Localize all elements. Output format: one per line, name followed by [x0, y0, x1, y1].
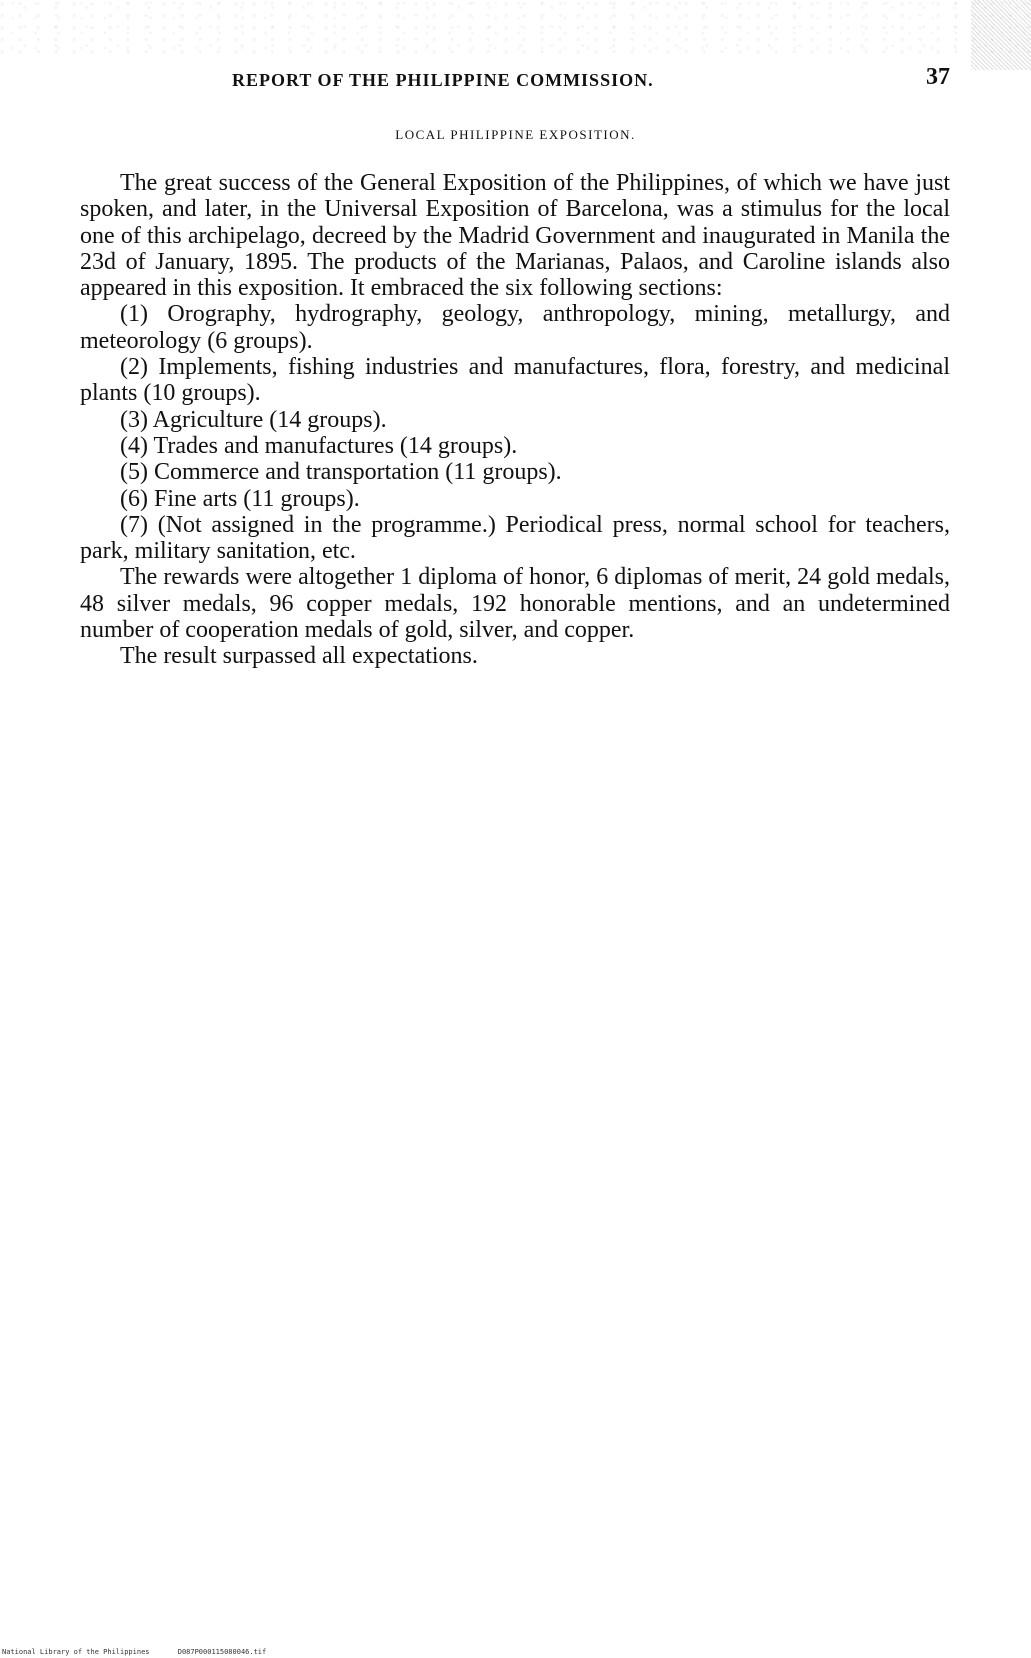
result-paragraph: The result surpassed all expectations.: [120, 643, 478, 670]
footer-library: National Library of the Philippines: [2, 1648, 150, 1656]
scan-footer: [2, 1648, 266, 1656]
section-item-2: (2) Implements, fishing industries and manufactures, flora, forestry, and medicinal plants (10 groups).: [80, 354, 950, 407]
rewards-paragraph: The rewards were altogether 1 diploma of honor, 6 diplomas of merit, 24 gold medals, 48 silver medals, 96 copper medals, 192 honorable mentions, and an undetermined number of cooperation medals of gold, silver, and copper.: [80, 564, 950, 644]
page-number: 37: [926, 64, 950, 90]
section-heading: LOCAL PHILIPPINE EXPOSITION.: [395, 127, 636, 142]
scan-corner-speck: [971, 0, 1031, 70]
section-item-5: (5) Commerce and transportation (11 groups).: [120, 459, 562, 486]
section-item-1: (1) Orography, hydrography, geology, anthropology, mining, metallurgy, and meteorology (6 groups).: [80, 301, 950, 354]
intro-paragraph: The great success of the General Exposition of the Philippines, of which we have just spoken, and later, in the Universal Exposition of Barcelona, was a stimulus for the local one of this archipelago, decreed by the Madrid Government and inaugurated in Manila the 23d of January, 1895. The products of the Marianas, Palaos, and Caroline islands also appeared in this exposition. It embraced the six following sections:: [80, 170, 950, 302]
running-header: [80, 64, 950, 100]
section-item-3: (3) Agriculture (14 groups).: [120, 406, 387, 433]
body-text: [80, 170, 950, 670]
section-item-4: (4) Trades and manufactures (14 groups).: [120, 432, 518, 459]
running-title: REPORT OF THE PHILIPPINE COMMISSION.: [232, 70, 654, 90]
section-item-6: (6) Fine arts (11 groups).: [120, 485, 360, 512]
footer-file-id: D087P000115080046.tif: [177, 1648, 267, 1656]
scan-noise: [0, 0, 1031, 60]
section-item-7: (7) (Not assigned in the programme.) Periodical press, normal school for teachers, park, military sanitation, etc.: [80, 511, 950, 565]
